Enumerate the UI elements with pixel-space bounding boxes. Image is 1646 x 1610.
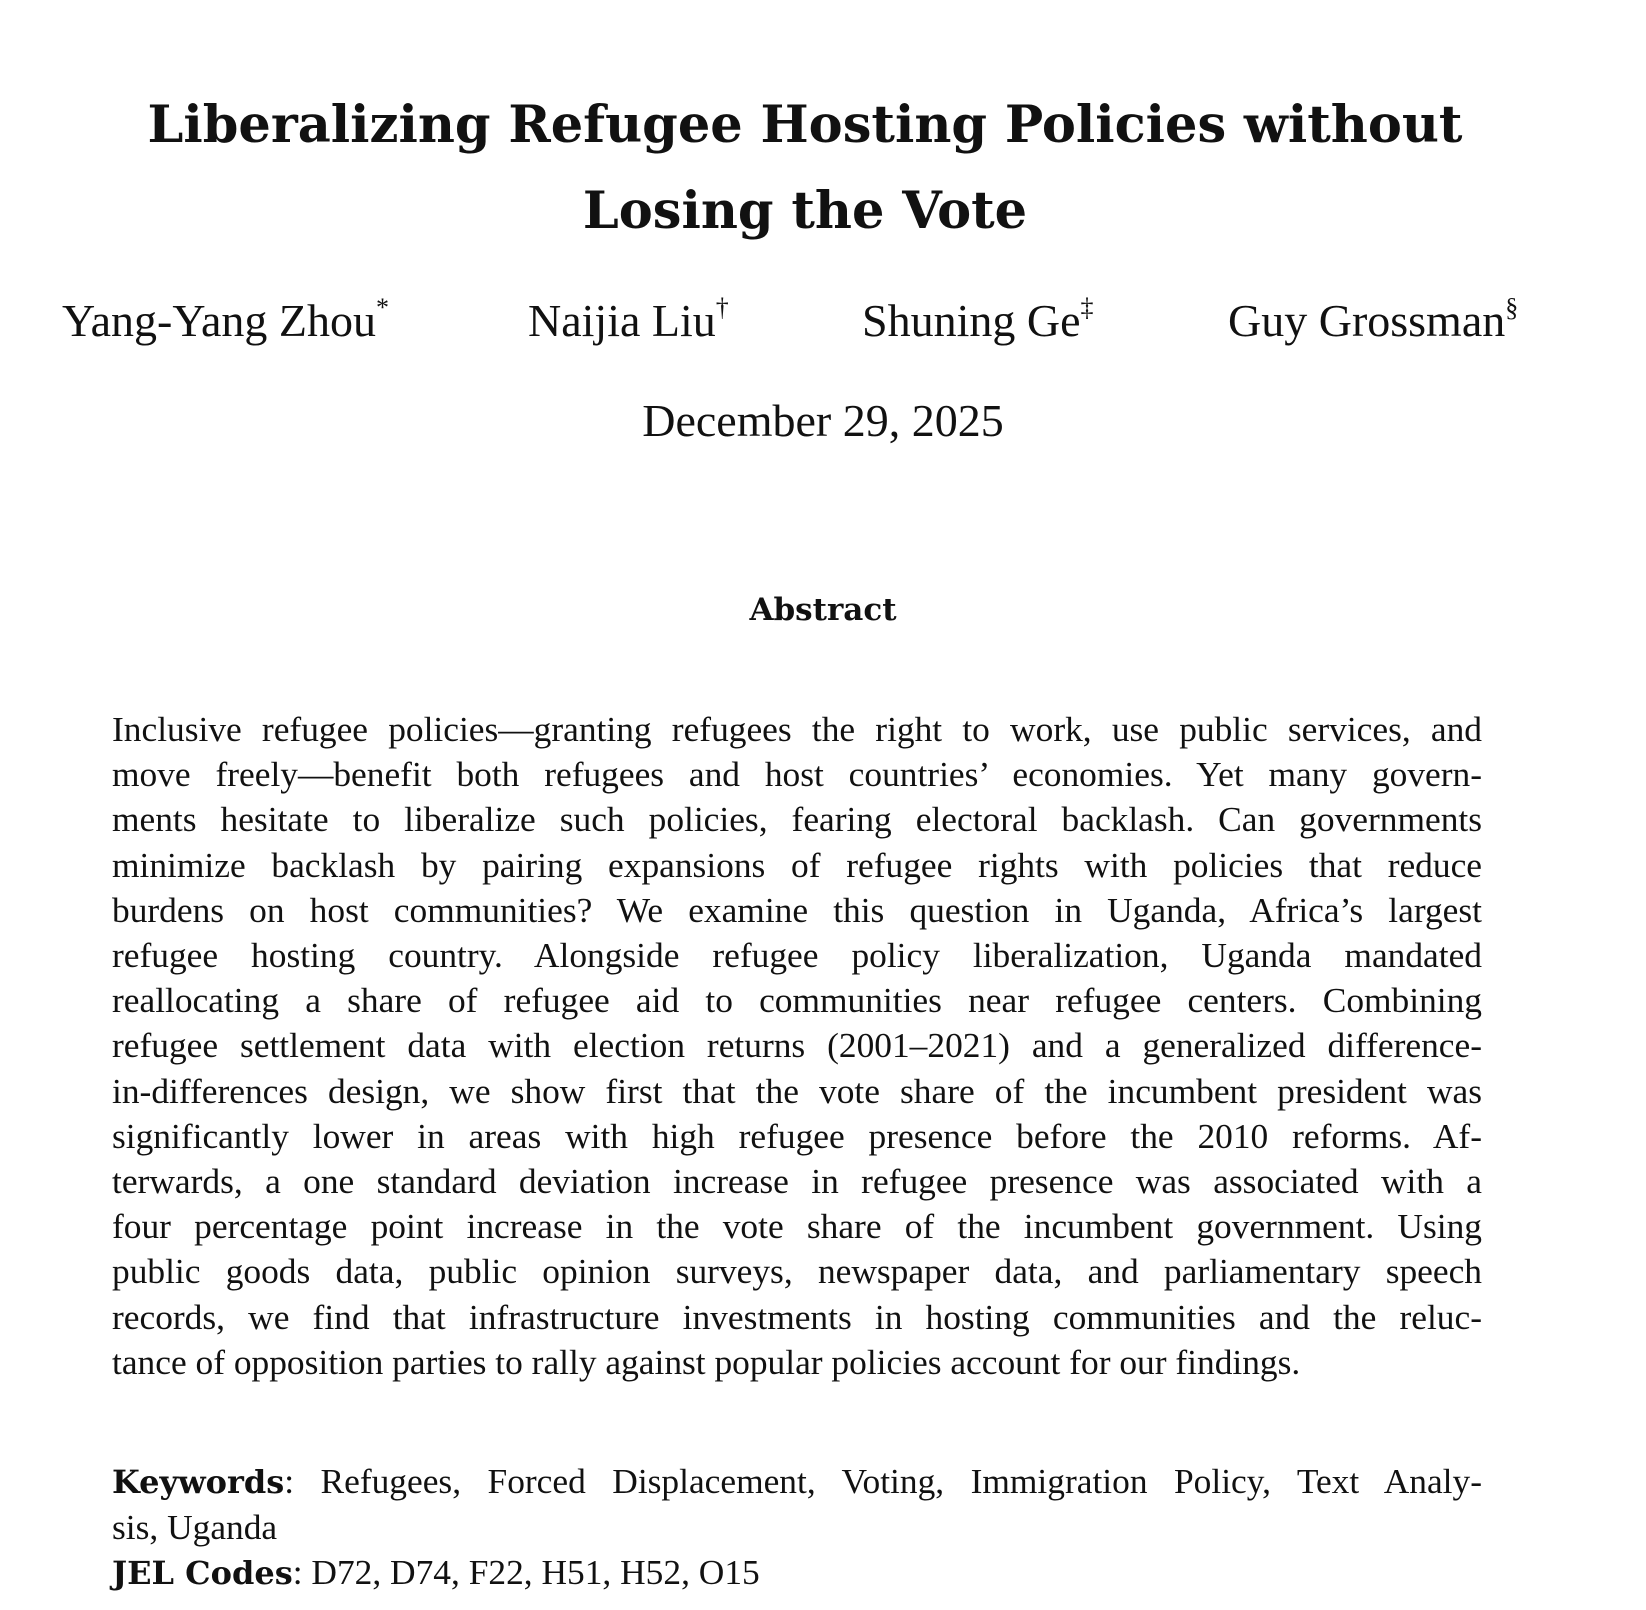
- author-footnote-mark[interactable]: ‡: [1080, 292, 1094, 322]
- abstract-line: in-differences design, we show first that the vote share of the incumbent president was: [112, 1070, 1482, 1111]
- paper-title-line-2: Losing the Vote: [582, 181, 1028, 241]
- author-liu: [528, 294, 729, 347]
- abstract-line: minimize backlash by pairing expansions of refugee rights with policies that reduce: [112, 844, 1482, 885]
- abstract-body: [112, 707, 1482, 1385]
- author-footnote-mark[interactable]: §: [1505, 292, 1519, 322]
- author-footnote-mark[interactable]: †: [715, 292, 729, 322]
- author-footnote-mark[interactable]: *: [375, 292, 389, 322]
- keywords-line: [112, 1459, 1482, 1505]
- author-name: Yang-Yang Zhou: [62, 295, 376, 346]
- abstract-line: tance of opposition parties to rally against popular policies account for our findings.: [112, 1341, 1301, 1382]
- author-grossman: [1228, 294, 1518, 347]
- paper-title-line-1: Liberalizing Refugee Hosting Policies without: [147, 95, 1463, 155]
- keywords-label: Keywords: [112, 1463, 285, 1501]
- abstract-line: refugee settlement data with election returns (2001–2021) and a generalized difference-: [112, 1025, 1482, 1066]
- abstract-line: significantly lower in areas with high refugee presence before the 2010 reforms. Af-: [112, 1115, 1482, 1156]
- keywords-value: : Refugees, Forced Displacement, Voting, Immigration Policy, Text Analy-: [284, 1461, 1482, 1501]
- abstract-line: ments hesitate to liberalize such policies, fearing electoral backlash. Can governments: [112, 799, 1482, 840]
- abstract-line: terwards, a one standard deviation increase in refugee presence was associated with a: [112, 1161, 1482, 1202]
- abstract-heading: Abstract: [749, 592, 897, 628]
- author-list: [0, 294, 1646, 354]
- jel-codes-label: JEL Codes: [112, 1554, 293, 1593]
- keywords-continuation: sis, Uganda: [112, 1507, 278, 1548]
- jel-codes-value: : D72, D74, F22, H51, H52, O15: [292, 1552, 760, 1593]
- abstract-line: burdens on host communities? We examine this question in Uganda, Africa’s largest: [112, 889, 1482, 930]
- abstract-line: refugee hosting country. Alongside refugee policy liberalization, Uganda mandated: [112, 935, 1482, 976]
- abstract-line: records, we find that infrastructure investments in hosting communities and the reluc-: [112, 1296, 1482, 1337]
- paper-metadata: [112, 1459, 1482, 1597]
- abstract-line: four percentage point increase in the vote share of the incumbent government. Using: [112, 1206, 1482, 1247]
- abstract-line: public goods data, public opinion surveys, newspaper data, and parliamentary speech: [112, 1251, 1482, 1292]
- author-name: Naijia Liu: [528, 295, 716, 346]
- jel-codes-line: [112, 1550, 1482, 1596]
- author-name: Guy Grossman: [1228, 295, 1506, 346]
- author-ge: [862, 294, 1094, 347]
- abstract-line: move freely—benefit both refugees and host countries’ economies. Yet many govern-: [112, 754, 1482, 795]
- abstract-line: Inclusive refugee policies—granting refugees the right to work, use public services, and: [112, 709, 1482, 749]
- author-zhou: [62, 294, 389, 347]
- paper-title: [120, 82, 1490, 254]
- abstract-line: reallocating a share of refugee aid to communities near refugee centers. Combining: [112, 980, 1482, 1021]
- author-name: Shuning Ge: [862, 295, 1081, 346]
- publication-date: December 29, 2025: [642, 395, 1004, 446]
